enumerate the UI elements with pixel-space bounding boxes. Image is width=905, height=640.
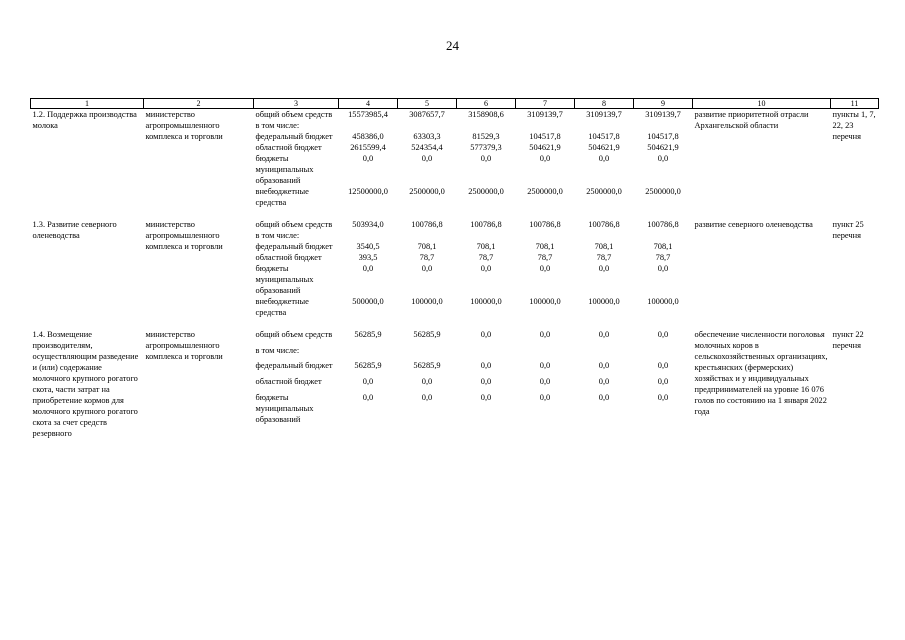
section-spacer <box>31 208 879 219</box>
amount-cell: 0,0 <box>480 377 492 387</box>
amount-cell: 458386,0 <box>352 132 384 141</box>
amount-cell: 0,0 <box>598 377 610 387</box>
amount-cell: 0,0 <box>480 330 492 339</box>
amount-cell: 81529,3 <box>472 132 500 141</box>
amount-cell: 56285,9 <box>413 330 441 339</box>
amount-cell: 0,0 <box>421 154 433 163</box>
column-header: 6 <box>457 99 516 109</box>
amount-cell: 78,7 <box>419 253 435 262</box>
section-spacer <box>31 318 879 329</box>
amount-cell: 577379,3 <box>470 143 502 152</box>
amount-cell <box>516 120 575 131</box>
amount-cell: 2500000,0 <box>527 187 563 196</box>
amount-cell: 78,7 <box>478 253 494 262</box>
budget-table <box>30 98 879 439</box>
amount-cell: 3109139,7 <box>645 110 681 119</box>
amount-cell: 2500000,0 <box>468 187 504 196</box>
amount-cell: 3158908,6 <box>468 110 504 119</box>
amount-cell: 0,0 <box>657 264 669 273</box>
funding-source: в том числе: <box>255 345 300 355</box>
amount-cell <box>634 230 693 241</box>
funding-source: бюджеты муниципальных образований <box>255 264 314 295</box>
amount-cell <box>516 230 575 241</box>
header-row <box>31 99 879 109</box>
amount-cell: 3540,5 <box>356 242 380 251</box>
amount-cell: 100000,0 <box>529 297 561 306</box>
amount-cell: 56285,9 <box>413 361 441 371</box>
section-goal: развитие северного оленеводства <box>694 220 813 229</box>
amount-cell: 0,0 <box>598 264 610 273</box>
amount-cell: 56285,9 <box>354 361 382 371</box>
amount-cell: 2500000,0 <box>645 187 681 196</box>
amount-cell: 0,0 <box>480 264 492 273</box>
column-header: 7 <box>516 99 575 109</box>
amount-cell <box>457 230 516 241</box>
spacer-cell <box>31 318 879 329</box>
column-header: 9 <box>634 99 693 109</box>
spacer-cell <box>31 208 879 219</box>
column-header: 4 <box>339 99 398 109</box>
section-reference: пункты 1, 7, 22, 23 перечня <box>832 110 876 141</box>
amount-cell <box>457 345 516 361</box>
amount-cell: 0,0 <box>421 377 433 387</box>
column-header: 2 <box>144 99 254 109</box>
section-name: 1.3. Развитие северного оленеводства <box>32 220 117 240</box>
amount-cell: 100786,8 <box>529 220 561 229</box>
amount-cell: 504621,9 <box>588 143 620 152</box>
amount-cell: 708,1 <box>535 242 555 251</box>
section-name: 1.4. Возмещение производителям, осуществляющим разведение и (или) содержание молочного крупного рогатого скота, части затрат на приобретение кормов для молочного крупного рогатого скота за счет средств резервного <box>32 330 139 438</box>
amount-cell <box>339 120 398 131</box>
amount-cell: 104517,8 <box>588 132 620 141</box>
amount-cell: 0,0 <box>598 361 610 371</box>
amount-cell <box>634 120 693 131</box>
amount-cell: 104517,8 <box>647 132 679 141</box>
section-reference: пункт 22 перечня <box>832 330 864 350</box>
amount-cell: 500000,0 <box>352 297 384 306</box>
amount-cell <box>339 345 398 361</box>
page-number: 24 <box>446 38 459 53</box>
amount-cell: 15573985,4 <box>348 110 388 119</box>
funding-source: федеральный бюджет <box>255 361 333 371</box>
table-body <box>31 109 879 440</box>
funding-source: федеральный бюджет <box>255 242 333 251</box>
amount-cell: 708,1 <box>476 242 496 251</box>
amount-cell: 100786,8 <box>411 220 443 229</box>
amount-cell: 393,5 <box>358 253 378 262</box>
amount-cell: 104517,8 <box>529 132 561 141</box>
column-header: 1 <box>31 99 144 109</box>
funding-source: в том числе: <box>255 121 300 130</box>
amount-cell: 78,7 <box>596 253 612 262</box>
table-row <box>31 109 879 121</box>
amount-cell <box>457 120 516 131</box>
amount-cell <box>634 345 693 361</box>
section-executor: министерство агропромышленного комплекса и торговли <box>145 110 223 141</box>
amount-cell: 503934,0 <box>352 220 384 229</box>
amount-cell <box>516 345 575 361</box>
table-row <box>31 219 879 230</box>
amount-cell: 12500000,0 <box>348 187 388 196</box>
amount-cell: 504621,9 <box>647 143 679 152</box>
amount-cell: 0,0 <box>598 392 610 402</box>
amount-cell: 524354,4 <box>411 143 443 152</box>
funding-source: общий объем средств <box>255 330 333 339</box>
amount-cell: 2500000,0 <box>409 187 445 196</box>
amount-cell: 0,0 <box>362 392 374 402</box>
amount-cell: 3109139,7 <box>527 110 563 119</box>
amount-cell: 0,0 <box>598 154 610 163</box>
amount-cell: 0,0 <box>480 392 492 402</box>
funding-source: областной бюджет <box>255 253 322 262</box>
funding-source: бюджеты муниципальных образований <box>255 154 314 185</box>
amount-cell: 78,7 <box>537 253 553 262</box>
amount-cell <box>575 120 634 131</box>
funding-source: общий объем средств <box>255 110 333 119</box>
amount-cell <box>398 230 457 241</box>
amount-cell: 100000,0 <box>411 297 443 306</box>
amount-cell: 0,0 <box>598 330 610 339</box>
amount-cell: 2500000,0 <box>586 187 622 196</box>
funding-source: федеральный бюджет <box>255 132 333 141</box>
funding-source: областной бюджет <box>255 377 322 387</box>
amount-cell <box>398 345 457 361</box>
amount-cell: 708,1 <box>653 242 673 251</box>
section-reference: пункт 25 перечня <box>832 220 864 240</box>
amount-cell: 0,0 <box>539 264 551 273</box>
amount-cell: 100000,0 <box>647 297 679 306</box>
amount-cell: 708,1 <box>594 242 614 251</box>
amount-cell: 0,0 <box>539 377 551 387</box>
amount-cell: 78,7 <box>655 253 671 262</box>
amount-cell: 0,0 <box>362 377 374 387</box>
amount-cell <box>575 345 634 361</box>
amount-cell: 100786,8 <box>647 220 679 229</box>
column-header: 3 <box>254 99 339 109</box>
amount-cell: 100000,0 <box>588 297 620 306</box>
amount-cell: 0,0 <box>657 361 669 371</box>
amount-cell <box>575 230 634 241</box>
amount-cell: 56285,9 <box>354 330 382 339</box>
amount-cell <box>339 230 398 241</box>
amount-cell: 0,0 <box>539 330 551 339</box>
amount-cell: 100000,0 <box>470 297 502 306</box>
amount-cell: 100786,8 <box>470 220 502 229</box>
section-goal: развитие приоритетной отрасли Архангельской области <box>694 110 809 130</box>
amount-cell: 0,0 <box>657 154 669 163</box>
column-header: 8 <box>575 99 634 109</box>
amount-cell <box>398 120 457 131</box>
funding-source: внебюджетные средства <box>255 187 309 207</box>
funding-source: в том числе: <box>255 231 300 240</box>
column-header: 5 <box>398 99 457 109</box>
amount-cell: 3087657,7 <box>409 110 445 119</box>
amount-cell: 504621,9 <box>529 143 561 152</box>
amount-cell: 63303,3 <box>413 132 441 141</box>
amount-cell: 708,1 <box>417 242 437 251</box>
amount-cell: 0,0 <box>539 361 551 371</box>
funding-source: бюджеты муниципальных образований <box>255 392 314 424</box>
column-header: 10 <box>693 99 831 109</box>
amount-cell: 3109139,7 <box>586 110 622 119</box>
column-header: 11 <box>831 99 879 109</box>
amount-cell: 0,0 <box>362 154 374 163</box>
table-row <box>31 329 879 345</box>
section-goal: обеспечение численности поголовья молочных коров в сельскохозяйственных организациях, крестьянских (фермерских) хозяйствах и у индивидуальных предпринимателей на уровне 16 076 голов по состоянию на 1 января 2022 года <box>694 330 828 416</box>
amount-cell: 0,0 <box>480 154 492 163</box>
amount-cell: 0,0 <box>421 264 433 273</box>
funding-source: внебюджетные средства <box>255 297 309 317</box>
amount-cell: 0,0 <box>480 361 492 371</box>
amount-cell: 0,0 <box>657 377 669 387</box>
amount-cell: 100786,8 <box>588 220 620 229</box>
funding-source: общий объем средств <box>255 220 333 229</box>
amount-cell: 0,0 <box>657 330 669 339</box>
amount-cell: 2615599,4 <box>350 143 386 152</box>
amount-cell: 0,0 <box>539 392 551 402</box>
amount-cell: 0,0 <box>421 392 433 402</box>
funding-source: областной бюджет <box>255 143 322 152</box>
section-executor: министерство агропромышленного комплекса и торговли <box>145 330 223 361</box>
section-name: 1.2. Поддержка производства молока <box>32 110 137 130</box>
amount-cell: 0,0 <box>362 264 374 273</box>
amount-cell: 0,0 <box>539 154 551 163</box>
amount-cell: 0,0 <box>657 392 669 402</box>
section-executor: министерство агропромышленного комплекса и торговли <box>145 220 223 251</box>
